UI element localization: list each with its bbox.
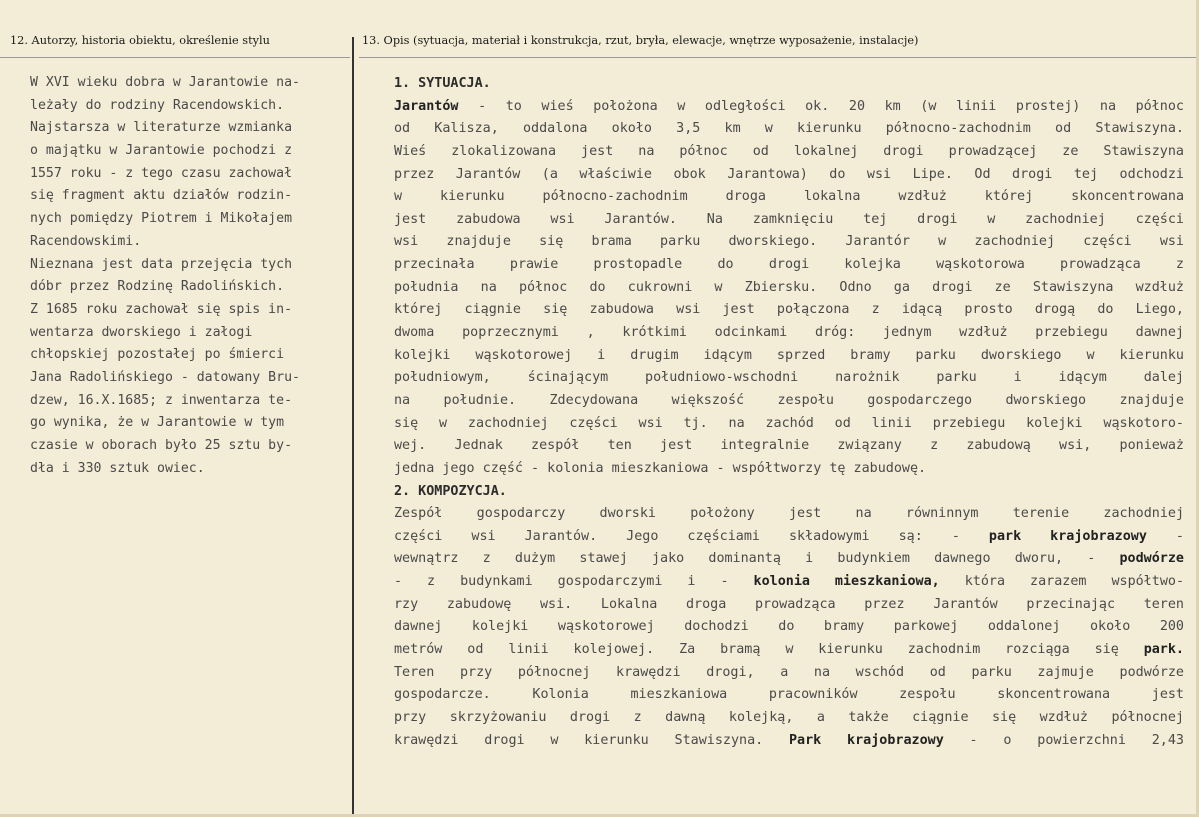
history-line: dzew, 16.X.1685; z inwentarza te- <box>30 392 293 408</box>
composition-heading: 2. KOMPOZYCJA. <box>394 483 507 499</box>
history-line: dóbr przez Rodzinę Radolińskich. <box>30 279 285 295</box>
description-line: jest zabudowa wsi Jarantów. Na zamknięciu tej drogi w zachodniej części <box>394 211 1184 227</box>
description-line: w kierunku północno-zachodnim droga lokalna wzdłuż której skoncentrowana <box>394 189 1184 205</box>
emphasis-term: park. <box>1143 642 1184 658</box>
history-line: W XVI wieku dobra w Jarantowie na- <box>30 75 300 90</box>
history-line: czasie w oborach było 25 sztu by- <box>30 438 293 453</box>
history-line: go wynika, że w Jarantowie w tym <box>30 415 285 431</box>
description-line: dwoma poprzecznymi , krótkimi odcinkami dróg: jednym wzdłuż przebiegu dawnej <box>394 325 1184 341</box>
header-rule-right <box>359 57 1199 58</box>
section-13-header: 13. Opis (sytuacja, materiał i konstrukcja, rzut, bryła, elewacje, wnętrze wyposażenie, instalacje) <box>362 34 919 47</box>
history-line: wentarza dworskiego i załogi <box>30 324 253 340</box>
description-line <box>394 730 1184 753</box>
description-column <box>394 73 1184 752</box>
description-line: rzy zabudowę wsi. Lokalna droga prowadząca przez Jarantów przecinając teren <box>394 596 1184 612</box>
history-line: dła i 330 sztuk owiec. <box>30 460 205 476</box>
description-line: przez Jarantów (a właściwie obok Jarantowa) do wsi Lipe. Od drogi tej odchodzi <box>394 166 1184 182</box>
header-rule-left <box>0 57 350 58</box>
description-line: od Kalisza, oddalona około 3,5 km w kierunku północno-zachodnim od Stawiszyna. <box>394 121 1184 137</box>
description-line: Teren przy północnej krawędzi drogi, a na wschód od parku zajmuje podwórze <box>394 664 1184 680</box>
description-line: wej. Jednak zespół ten jest integralnie związany z zabudową wsi, ponieważ <box>394 438 1184 454</box>
description-text: wewnątrz z dużym stawej jako dominantą i budynkiem dawnego dworu, - <box>394 551 1120 567</box>
description-line: kolejki wąskotorowej i drugim idącym sprzed bramy parku dworskiego w kierunku <box>394 347 1184 363</box>
description-text: - o powierzchni 2,43 <box>943 732 1184 748</box>
history-line: 1557 roku - z tego czasu zachował <box>30 165 293 181</box>
description-line: południowym, ścinającym południowo-wschodni narożnik parku i idącym dalej <box>394 370 1184 386</box>
history-line: Z 1685 roku zachował się spis in- <box>30 301 293 317</box>
description-line <box>394 571 1184 594</box>
description-line: południa na północ do cukrowni w Zbiersku. Odno ga drogi ze Stawiszyna wzdłuż <box>394 279 1184 295</box>
description-text: krawędzi drogi w kierunku Stawiszyna. <box>394 732 789 748</box>
description-line: dawnej kolejki wąskotorowej dochodzi do bramy parkowej oddalonej około 200 <box>394 619 1184 635</box>
history-line: nych pomiędzy Piotrem i Mikołajem <box>30 211 293 227</box>
description-line <box>394 548 1184 571</box>
description-line: której ciągnie się zabudowa wsi jest połączona z idącą prosto drogą do Liego, <box>394 302 1184 318</box>
description-text: która zarazem współtwo- <box>939 574 1184 590</box>
description-line: na południe. Zdecydowana większość zespołu gospodarczego dworskiego znajduje <box>394 392 1184 408</box>
description-line: Wieś zlokalizowana jest na północ od lokalnej drogi prowadzącej ze Stawiszyna <box>394 143 1184 159</box>
description-line <box>394 639 1184 662</box>
description-line: się w zachodniej części wsi tj. na zachód od linii przebiegu kolejki wąskotoro- <box>394 415 1184 431</box>
history-line: Nieznana jest data przejęcia tych <box>30 256 293 272</box>
description-text: - <box>1146 528 1184 544</box>
emphasis-term: park krajobrazowy <box>988 528 1147 544</box>
emphasis-term: Park krajobrazowy <box>788 732 944 748</box>
place-name: Jarantów <box>394 98 459 114</box>
description-line: gospodarcze. Kolonia mieszkaniowa pracowników zespołu skoncentrowana jest <box>394 687 1184 703</box>
description-text: - z budynkami gospodarczymi i - <box>394 574 754 590</box>
emphasis-term: podwórze <box>1119 551 1184 567</box>
description-text: metrów od linii kolejowej. Za bramą w kierunku zachodnim rozciąga się <box>394 642 1144 658</box>
situation-heading: 1. SYTUACJA. <box>394 76 491 91</box>
description-text: - to wieś położona w odległości ok. 20 km (w linii prostej) na północ <box>458 98 1184 114</box>
column-divider <box>352 37 354 817</box>
description-line: Zespół gospodarczy dworski położony jest na równinnym terenie zachodniej <box>394 506 1184 522</box>
history-line: chłopskiej pozostałej po śmierci <box>30 347 285 363</box>
history-line: leżały do rodziny Racendowskich. <box>30 97 285 113</box>
description-line <box>394 526 1184 549</box>
description-line <box>394 96 1184 119</box>
history-line: Najstarsza w literaturze wzmianka <box>30 120 293 136</box>
description-line: przy skrzyżowaniu drogi z dawną kolejką, a także ciągnie się wzdłuż północnej <box>394 709 1184 725</box>
history-column <box>30 72 352 480</box>
history-line: Racendowskimi. <box>30 233 142 249</box>
description-line: przecinała prawie prostopadle do drogi kolejka wąskotorowa prowadząca z <box>394 257 1184 273</box>
description-line: jedna jego część - kolonia mieszkaniowa - współtworzy tę zabudowę. <box>394 460 927 476</box>
emphasis-term: kolonia mieszkaniowa, <box>753 574 940 590</box>
description-text: części wsi Jarantów. Jego częściami składowymi są: - <box>394 528 989 544</box>
history-line: się fragment aktu działów rodzin- <box>30 188 293 204</box>
section-12-header: 12. Autorzy, historia obiektu, określenie stylu <box>10 34 270 47</box>
description-line: wsi znajduje się brama parku dworskiego. Jarantór w zachodniej części wsi <box>394 234 1184 250</box>
history-line: o majątku w Jarantowie pochodzi z <box>30 143 293 159</box>
history-line: Jana Radolińskiego - datowany Bru- <box>30 369 300 385</box>
